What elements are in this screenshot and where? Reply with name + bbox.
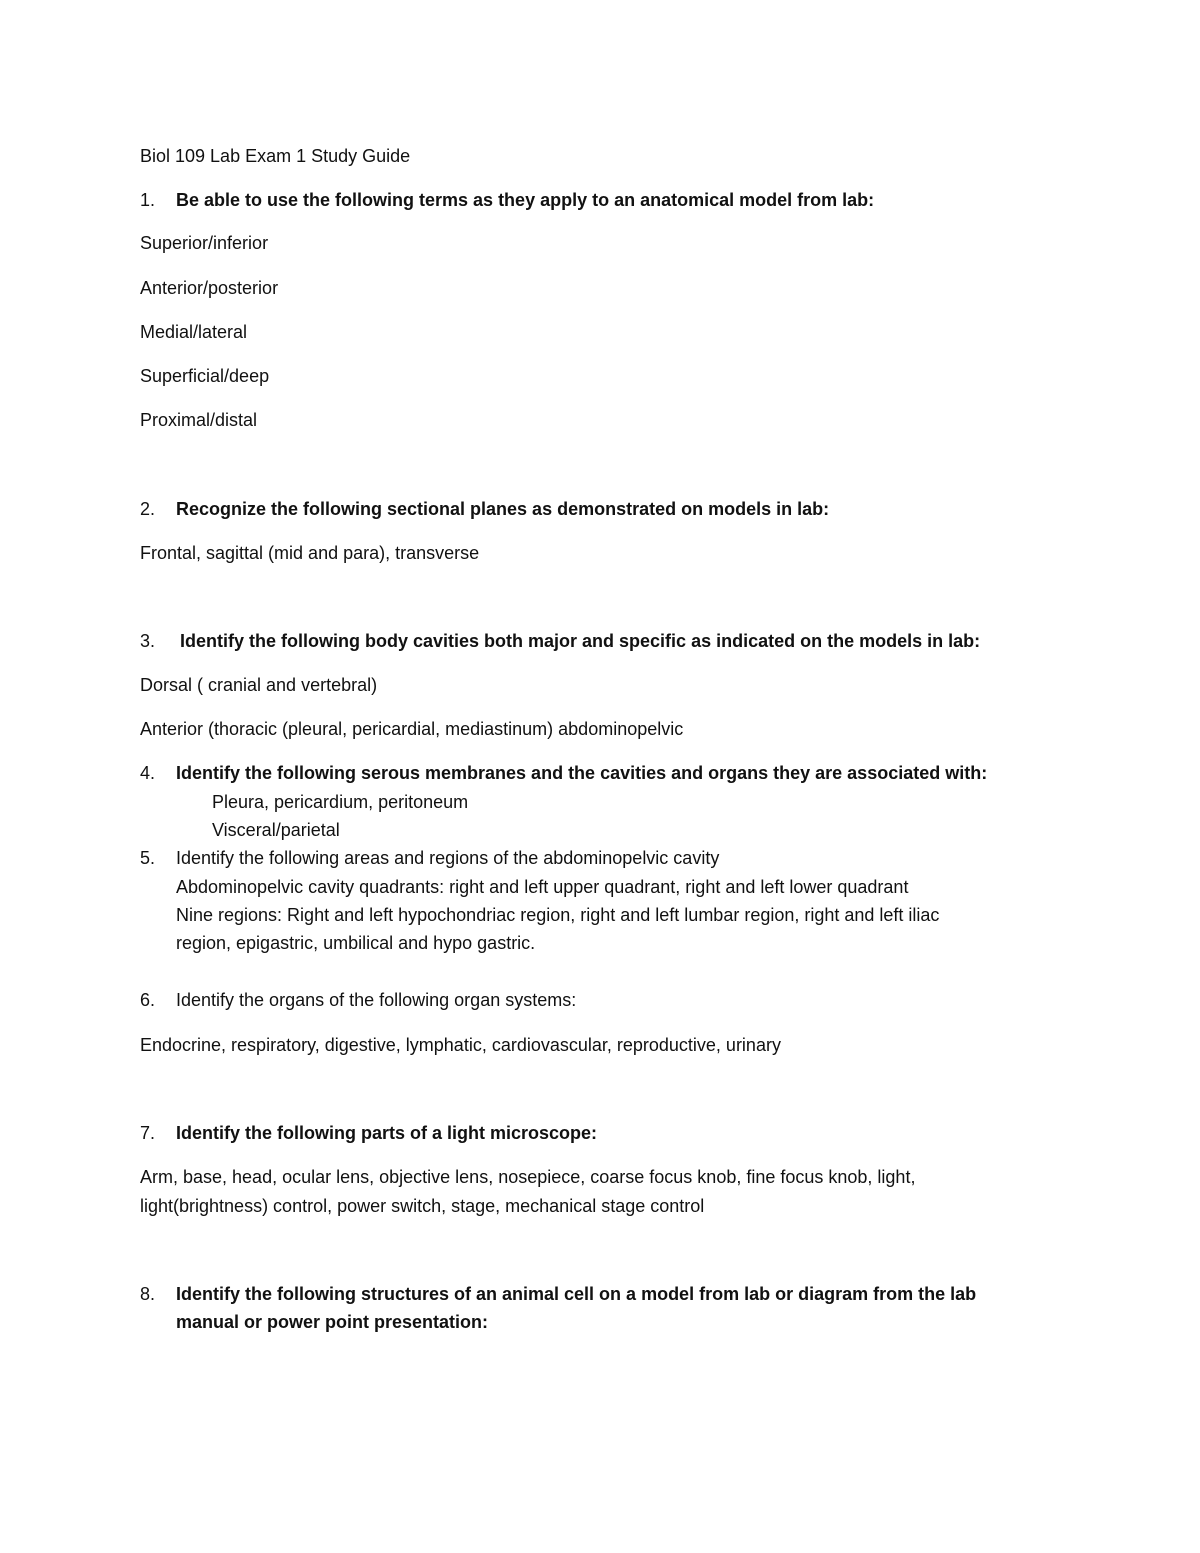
item-5-line-3: region, epigastric, umbilical and hypo gastric. — [176, 933, 536, 953]
item-2-number: 2. — [140, 499, 156, 519]
item-8-number: 8. — [140, 1284, 156, 1304]
item-1-line-3: Medial/lateral — [140, 322, 248, 342]
item-3-heading: Identify the following body cavities both major and specific as indicated on the models in lab: — [180, 631, 981, 651]
item-4-number: 4. — [140, 763, 156, 783]
item-1-line-2: Anterior/posterior — [140, 278, 279, 298]
item-5-heading: Identify the following areas and regions of the abdominopelvic cavity — [176, 848, 720, 868]
item-2-heading: Recognize the following sectional planes as demonstrated on models in lab: — [176, 499, 830, 519]
item-1-line-1: Superior/inferior — [140, 233, 269, 253]
item-5-line-1: Abdominopelvic cavity quadrants: right and left upper quadrant, right and left lower quadrant — [176, 877, 909, 897]
item-7-line-1: Arm, base, head, ocular lens, objective lens, nosepiece, coarse focus knob, fine focus knob, light, — [140, 1167, 916, 1187]
item-4-line-2: Visceral/parietal — [212, 820, 340, 840]
item-4-heading: Identify the following serous membranes and the cavities and organs they are associated with: — [176, 763, 988, 783]
item-8-heading-line-2: manual or power point presentation: — [176, 1312, 489, 1332]
item-1-line-4: Superficial/deep — [140, 366, 270, 386]
item-3-number: 3. — [140, 631, 156, 651]
item-5-number: 5. — [140, 848, 156, 868]
item-7-heading: Identify the following parts of a light microscope: — [176, 1123, 598, 1143]
item-3-line-1: Dorsal ( cranial and vertebral) — [140, 675, 378, 695]
item-3-line-2: Anterior (thoracic (pleural, pericardial, mediastinum) abdominopelvic — [140, 719, 684, 739]
item-5-line-2: Nine regions: Right and left hypochondriac region, right and left lumbar region, right and left iliac — [176, 905, 940, 925]
item-8-heading-line-1: Identify the following structures of an animal cell on a model from lab or diagram from the lab — [176, 1284, 977, 1304]
item-6-line-1: Endocrine, respiratory, digestive, lymphatic, cardiovascular, reproductive, urinary — [140, 1035, 781, 1055]
item-1-line-5: Proximal/distal — [140, 410, 258, 430]
item-6-number: 6. — [140, 990, 156, 1010]
item-4-line-1: Pleura, pericardium, peritoneum — [212, 792, 469, 812]
item-1-number: 1. — [140, 190, 156, 210]
item-2-line-1: Frontal, sagittal (mid and para), transverse — [140, 543, 480, 563]
item-1-heading: Be able to use the following terms as they apply to an anatomical model from lab: — [176, 190, 875, 210]
item-6-heading: Identify the organs of the following organ systems: — [176, 990, 577, 1010]
document-title: Biol 109 Lab Exam 1 Study Guide — [140, 146, 411, 166]
item-7-number: 7. — [140, 1123, 156, 1143]
item-7-line-2: light(brightness) control, power switch, stage, mechanical stage control — [140, 1196, 705, 1216]
